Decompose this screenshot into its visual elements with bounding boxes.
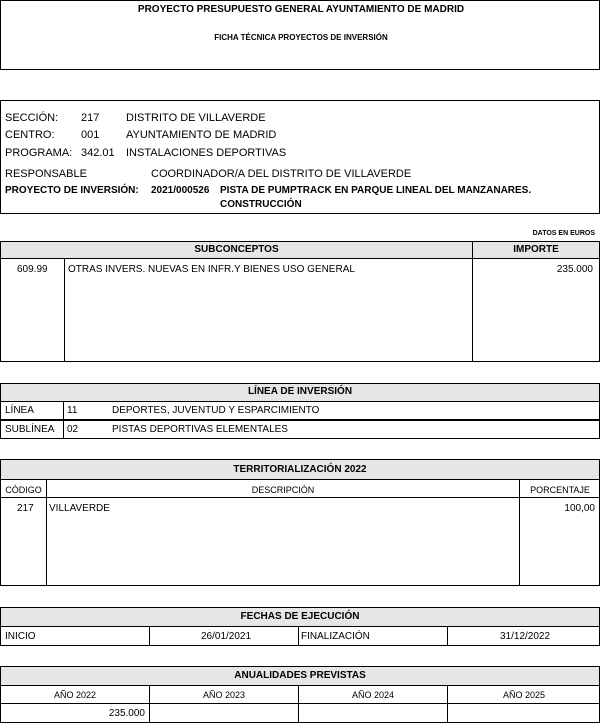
subconceptos-header — [0, 241, 473, 259]
header-box — [0, 0, 600, 70]
territorial-title: TERRITORIALIZACIÓN 2022 — [233, 464, 367, 475]
currency-note: DATOS EN EUROS — [532, 230, 595, 237]
subconcepto-amount: 235.000 — [556, 264, 593, 275]
territorial-body — [0, 497, 600, 586]
centro-label: CENTRO: — [5, 129, 55, 141]
proyecto-code: 2021/000526 — [151, 185, 210, 196]
linea-row — [0, 401, 600, 420]
subconcepto-code: 609.99 — [17, 264, 48, 275]
inicio-label: INICIO — [5, 631, 36, 642]
proyecto-name-line1: PISTA DE PUMPTRACK EN PARQUE LINEAL DEL MANZANARES. — [220, 185, 532, 196]
territorial-code: 217 — [17, 503, 34, 514]
fechas-title: FECHAS DE EJECUCIÓN — [240, 611, 360, 622]
territorial-percent: 100,00 — [564, 503, 595, 514]
programa-label: PROGRAMA: — [5, 147, 73, 159]
finalizacion-label: FINALIZACIÓN — [301, 631, 370, 642]
year-label: AÑO 2025 — [502, 690, 546, 700]
project-info-box — [0, 100, 600, 214]
proyecto-label: PROYECTO DE INVERSIÓN: — [5, 185, 139, 196]
year-value: 235.000 — [108, 708, 145, 719]
importe-header — [472, 241, 600, 259]
year-label: AÑO 2024 — [351, 690, 395, 700]
descripcion-column-label: DESCRIPCIÓN — [251, 485, 315, 495]
fechas-row — [0, 626, 600, 646]
linea-header — [0, 383, 600, 402]
subconcepto-description: OTRAS INVERS. NUEVAS EN INFR.Y BIENES USO GENERAL — [68, 264, 355, 275]
proyecto-name-line2: CONSTRUCCIÓN — [220, 199, 302, 210]
anualidades-title: ANUALIDADES PREVISTAS — [234, 670, 366, 681]
linea-label: LÍNEA — [5, 405, 34, 416]
sublinea-name: PISTAS DEPORTIVAS ELEMENTALES — [112, 424, 288, 435]
territorial-column-header — [0, 479, 600, 498]
porcentaje-column-label: PORCENTAJE — [530, 485, 590, 495]
importe-column-label: IMPORTE — [513, 244, 559, 255]
inicio-value: 26/01/2021 — [201, 631, 252, 642]
responsable-label: RESPONSABLE — [5, 168, 87, 180]
centro-name: AYUNTAMIENTO DE MADRID — [126, 129, 277, 141]
territorial-header — [0, 459, 600, 480]
linea-name: DEPORTES, JUVENTUD Y ESPARCIMIENTO — [112, 405, 320, 416]
year-label: AÑO 2022 — [53, 690, 97, 700]
seccion-label: SECCIÓN: — [5, 112, 59, 124]
document-subtitle: FICHA TÉCNICA PROYECTOS DE INVERSIÓN — [214, 33, 388, 42]
subconceptos-body — [0, 258, 600, 362]
seccion-code: 217 — [81, 112, 100, 124]
programa-code: 342.01 — [81, 147, 115, 159]
programa-name: INSTALACIONES DEPORTIVAS — [126, 147, 287, 159]
centro-code: 001 — [81, 129, 100, 141]
responsable-name: COORDINADOR/A DEL DISTRITO DE VILLAVERDE — [151, 168, 412, 180]
linea-code: 11 — [67, 405, 78, 416]
year-label: AÑO 2023 — [202, 690, 246, 700]
codigo-column-label: CÓDIGO — [5, 485, 42, 495]
sublinea-code: 02 — [67, 424, 79, 435]
anualidades-values-row — [0, 703, 600, 723]
document-title: PROYECTO PRESUPUESTO GENERAL AYUNTAMIENTO DE MADRID — [137, 4, 465, 15]
fechas-header — [0, 607, 600, 627]
sublinea-label: SUBLÍNEA — [5, 424, 55, 435]
sublinea-row — [0, 420, 600, 439]
finalizacion-value: 31/12/2022 — [500, 631, 551, 642]
linea-title: LÍNEA DE INVERSIÓN — [247, 386, 353, 397]
seccion-name: DISTRITO DE VILLAVERDE — [126, 112, 266, 124]
subconceptos-column-label: SUBCONCEPTOS — [194, 244, 279, 255]
anualidades-years-row — [0, 685, 600, 704]
territorial-description: VILLAVERDE — [49, 503, 110, 514]
anualidades-header — [0, 666, 600, 686]
